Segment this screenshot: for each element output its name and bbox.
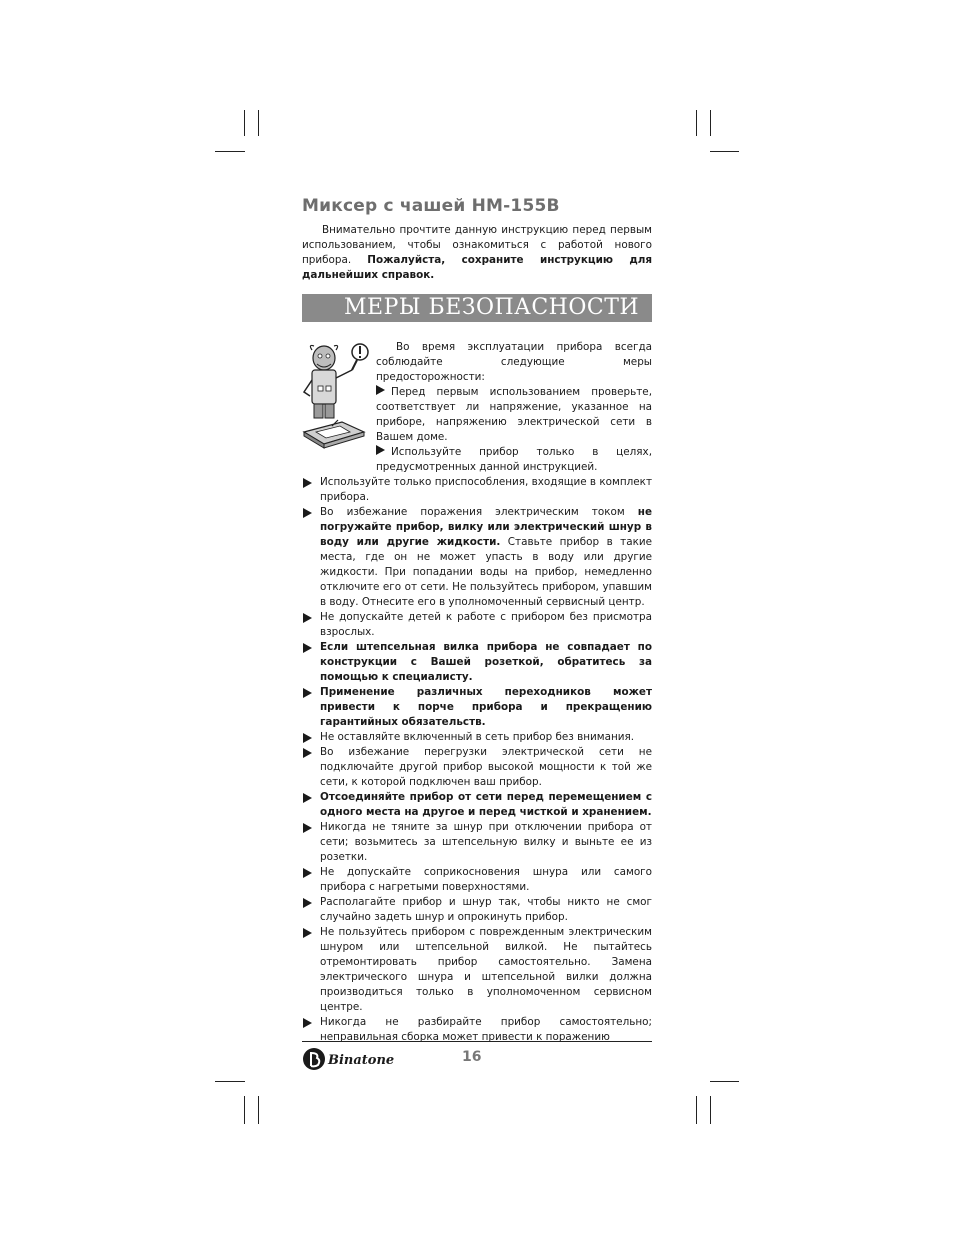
crop-mark (710, 1081, 739, 1082)
bullet-triangle-icon (376, 445, 385, 455)
bullet-triangle-icon (303, 478, 312, 488)
rule-text: Никогда не тяните за шнур при отключении прибора от сети; возьмитесь за штепсельную вилку и выньте ее из розетки. (320, 821, 652, 863)
crop-mark (710, 1096, 711, 1124)
list-item (302, 895, 652, 925)
page-number: 16 (462, 1049, 482, 1065)
rule-bold-text: Применение различных переходников может привести к порче прибора и прекращению гарантийных обязательств. (320, 686, 652, 728)
bullet-triangle-icon (303, 613, 312, 623)
crop-mark (710, 110, 711, 136)
figure-text (376, 340, 652, 475)
figure-item (376, 385, 652, 445)
list-item (302, 865, 652, 895)
safety-rules-list (302, 475, 652, 1045)
list-item (302, 730, 652, 745)
crop-mark (258, 110, 259, 136)
list-item (302, 790, 652, 820)
rule-text: Ставьте прибор в такие места, где он не может упасть в воду или другие жидкости. При попадании воды на прибор, немедленно отключите его от сети. Не пользуйтесь прибором, упавшим в воду. Отнесите его в уполномоченный сервисный центр. (320, 536, 652, 608)
bullet-triangle-icon (303, 793, 312, 803)
page-title: Миксер с чашей HM-155B (302, 196, 560, 216)
crop-mark (258, 1096, 259, 1124)
rule-text: Используйте только приспособления, входящие в комплект прибора. (320, 476, 652, 503)
rule-bold-text: Если штепсельная вилка прибора не совпадает по конструкции с Вашей розеткой, обратитесь за помощью к специалисту. (320, 641, 652, 683)
intro-text: Внимательно прочтите данную инструкцию перед первым использованием, чтобы ознакомиться с работой нового прибора. (302, 224, 652, 266)
bullet-triangle-icon (376, 385, 385, 395)
rule-text: Во избежание поражения электрическим током (320, 506, 638, 518)
list-item (302, 820, 652, 865)
rule-text: Располагайте прибор и шнур так, чтобы никто не смог случайно задеть шнур и опрокинуть прибор. (320, 896, 652, 923)
list-item (302, 640, 652, 685)
list-item (302, 505, 652, 610)
cartoon-man-illustration (302, 340, 372, 452)
list-item (302, 610, 652, 640)
rule-text: Во избежание перегрузки электрической сети не подключайте другой прибор высокой мощности к той же сети, к которой подключен ваш прибор. (320, 746, 652, 788)
bullet-triangle-icon (303, 508, 312, 518)
crop-mark (244, 110, 245, 136)
rule-bold-text: Отсоединяйте прибор от сети перед перемещением с одного места на другое и перед чисткой и хранением. (320, 791, 652, 818)
rule-text: Не допускайте детей к работе с прибором без присмотра взрослых. (320, 611, 652, 638)
bullet-triangle-icon (303, 688, 312, 698)
intro-bold-text: Пожалуйста, сохраните инструкцию для дальнейших справок. (302, 254, 652, 281)
page-footer (302, 1041, 652, 1074)
figure-item-text: Используйте прибор только в целях, предусмотренных данной инструкцией. (376, 446, 652, 473)
bullet-triangle-icon (303, 898, 312, 908)
rule-bold-text: не погружайте прибор, вилку или электрический шнур в воду или другие жидкости. (320, 506, 652, 548)
rule-text: Не пользуйтесь прибором с поврежденным электрическим шнуром или штепсельной вилкой. Не пытайтесь отремонтировать прибор самостоятельно. Замена электрического шнура и штепсельной вилки должна производиться только в уполномоченном сервисном центре. (320, 926, 652, 1013)
figure-item-text: Перед первым использованием проверьте, соответствует ли напряжение, указанное на приборе, напряжению электрической сети в Вашем доме. (376, 386, 652, 443)
figure-block (302, 340, 652, 475)
section-banner: МЕРЫ БЕЗОПАСНОСТИ (302, 294, 652, 322)
crop-mark (215, 151, 245, 152)
intro-paragraph (302, 223, 652, 283)
rule-text: Никогда не разбирайте прибор самостоятельно; неправильная сборка может привести к поражению (320, 1016, 652, 1043)
binatone-logo (302, 1047, 394, 1071)
bullet-triangle-icon (303, 748, 312, 758)
crop-mark (710, 151, 739, 152)
brand-name: Binatone (328, 1053, 394, 1068)
bullet-triangle-icon (303, 733, 312, 743)
bullet-triangle-icon (303, 1018, 312, 1028)
rule-text: Не оставляйте включенный в сеть прибор без внимания. (320, 731, 635, 743)
crop-mark (244, 1096, 245, 1124)
bullet-triangle-icon (303, 643, 312, 653)
figure-item (376, 445, 652, 475)
crop-mark (696, 110, 697, 136)
bullet-triangle-icon (303, 823, 312, 833)
bullet-triangle-icon (303, 928, 312, 938)
page-content (302, 196, 652, 1045)
figure-lead-text: Во время эксплуатации прибора всегда соблюдайте следующие меры предосторожности: (376, 341, 652, 383)
list-item (302, 475, 652, 505)
list-item (302, 745, 652, 790)
list-item (302, 685, 652, 730)
rule-text: Не допускайте соприкосновения шнура или самого прибора с нагретыми поверхностями. (320, 866, 652, 893)
list-item (302, 925, 652, 1015)
bullet-triangle-icon (303, 868, 312, 878)
crop-mark (215, 1081, 245, 1082)
crop-mark (696, 1096, 697, 1124)
